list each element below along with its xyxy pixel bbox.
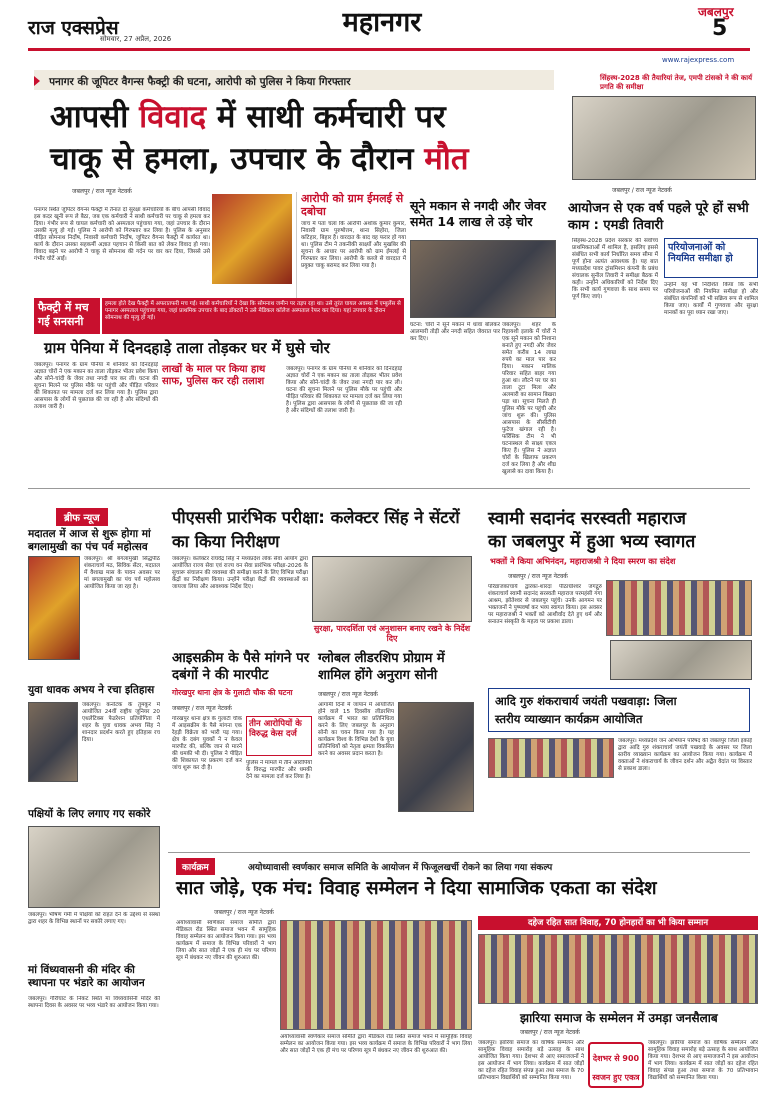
section-divider-2 xyxy=(168,852,750,853)
marriage-headline: सात जोड़े, एक मंच: विवाह सम्मेलन ने दिया सामाजिक एकता का संदेश xyxy=(176,878,657,899)
reviews-box xyxy=(664,238,758,278)
swami-photo-1 xyxy=(606,580,752,636)
global-headline: ग्लोबल लीडरशिप प्रोग्राम में शामिल होंगे अनुराग सोनी xyxy=(318,651,445,683)
dowry-headline: झारिया समाज के सम्मेलन में उमड़ा जनसैलाब xyxy=(520,1011,718,1025)
marriage-label: कार्यक्रम xyxy=(176,858,215,875)
simhastha-caption: सिंहस्थ-2028 की तैयारियां तेज, एमपी टांसको ने की कार्य प्रगति की समीक्षा xyxy=(600,74,753,91)
theft-caption: घटना: चोरों ने सूने मकान में धावा बोलकर आलमारी तोड़ी और नगदी सहित जेवरात पार कर दिए। xyxy=(410,322,500,342)
icecream-body: गोरखपुर थाना क्षेत्र के गुलाटी चौक में आइसक्रीम के पैसे मांगना एक रेहड़ी विक्रेता को भारी पड़ गया। क्षेत्र के दबंग युवकों ने न केवल मारपीट की, बल्कि जान से मारने की धमकी भी दी। पुलिस ने पीड़ित की शिकायत पर प्रकरण दर्ज कर जांच शुरू कर दी है। xyxy=(172,716,242,771)
swami-subhead: भक्तों ने किया अभिनंदन, महाराजश्री ने दिया स्मरण का संदेश xyxy=(490,556,676,566)
marriage-kicker: अयोध्यावासी स्वर्णकार समाज समिति के आयोजन में फिजूलखर्ची रोकने का लिया गया संकल्प xyxy=(248,863,553,873)
brief-news-column xyxy=(28,508,160,1088)
lead-subbody-box: हमला होते देख फैक्ट्री में अफरातफरी मच गई। साथी कर्मचारियों ने देखा कि सोमनाथ जमीन पर तड़प रहा था। उसे तुरंत घायल अवस्था में एम्बुलेंस से पनागर अस्पताल पहुंचाया गया, जहां प्राथमिक उपचार के बाद डॉक्टरों ने उसे मेडिकल कॉलेज अस्पताल रेफर कर दिया। यहां उपचार के दौरान सोमनाथ की मृत्यु हो गई। xyxy=(102,298,404,334)
swami-photo-2 xyxy=(610,640,752,680)
lead-headline: आपसी विवाद में साथी कर्मचारी पर चाकू से हमला, उपचार के दौरान मौत xyxy=(50,99,469,177)
shankar-body: जबलपुर। मध्यप्रदेश जन अभियान परिषद की जबलपुर जिला इकाई द्वारा आदि गुरु शंकराचार्य जयंती पखवाड़े के अवसर पर जिला स्तरीय व्याख्यान कार्यक्रम का आयोजन किया गया। कार्यक्रम में वक्ताओं ने शंकराचार्य के जीवन दर्शन और अद्वैत वेदांत पर विस्तार से प्रकाश डाला। xyxy=(618,738,752,772)
theft-body: जबलपुर। शहर के रिहायशी इलाके में चोरों ने एक सूने मकान को निशाना बनाते हुए नगदी और जेवर समेत करीब 14 लाख रुपये का माल पार कर दिया। मकान मालिक परिवार सहित बाहर गया हुआ था। लौटने पर घर का ताला टूटा मिला और अलमारी का सामान बिखरा पड़ा था। सूचना मिलते ही पुलिस मौके पर पहुंची और जांच शुरू की। पुलिस आसपास के सीसीटीवी फुटेज खंगाल रही है। फॉरेंसिक टीम ने भी घटनास्थल से साक्ष्य एकत्र किए हैं। पुलिस ने अज्ञात चोरों के खिलाफ प्रकरण दर्ज कर लिया है और शीघ्र खुलासे का दावा किया है। xyxy=(502,322,556,475)
brief-2-body: जबलपुर। कर्नाटक के तुमकुर में आयोजित 24वीं राष्ट्रीय जूनियर 20 एथलेटिक्स फेडरेशन प्रतियोगिता में शहर के युवा धावक अभय सिंह ने शानदार प्रदर्शन करते हुए इतिहास रच दिया। xyxy=(82,702,160,743)
lead-body: पनागर स्थित जूपिटर वैगन्स फैक्ट्री में तैनात दो सुरक्षा कर्मचारियों के बीच आपसी विवाद इस कदर खूनी रूप ले बैठा, जब एक कर्मचारी ने साथी कर्मचारी पर चाकू से हमला कर दिया। गंभीर रूप से घायल कर्मचारी को अस्पताल पहुंचाया गया, जहां उपचार के दौरान उसकी मृत्यु हो गई। पुलिस ने आरोपी को गिरफ्तार कर लिया है। पुलिस के अनुसार पीड़ित सोमनाथ निर्दोष, निवासी कर्मचारी निर्दोष, जूपिटर वैगन्स फैक्ट्री में कार्यरत था। कार्य के दौरान उसका सहकर्मी अज्ञात पहचान से किसी बात को लेकर विवाद हो गया। विवाद बढ़ने पर आरोपी ने चाकू से सोमनाथ की गर्दन पर वार कर दिया, जिससे उसे गंभीर चोटें आईं। xyxy=(34,207,210,262)
icecream-headline: आइसक्रीम के पैसे मांगने पर दबंगों ने की मारपीट xyxy=(172,650,310,683)
dowry-banner: दहेज रहित सात विवाह, 70 होनहारों का भी किया सम्मान xyxy=(478,916,758,930)
brief-1-photo xyxy=(28,556,80,660)
dowry-photo xyxy=(478,934,758,1004)
dowry-callout: देशभर से 900 स्वजन हुए एकत्र xyxy=(588,1042,644,1088)
icecream-box xyxy=(246,716,312,756)
global-byline: जबलपुर / राज न्यूज नेटवर्क xyxy=(318,691,378,698)
paper-name: राज एक्सप्रेस xyxy=(28,17,119,39)
village-theft-body: जबलपुर। पनागर के ग्राम पेनिया में शनिवार को दिनदहाड़े अज्ञात चोरों ने एक मकान का ताला तोड़कर भीतर प्रवेश किया और सोने-चांदी के जेवर तथा नगदी पार कर ली। घटना की सूचना मिलने पर पुलिस मौके पर पहुंची और पीड़ित परिवार की शिकायत पर मामला दर्ज कर लिया गया है। पुलिस द्वारा आसपास के लोगों से पूछताछ की जा रही है और संदिग्धों की तलाश जारी है। xyxy=(34,362,158,410)
website-url: www.rajexpress.com xyxy=(662,56,735,64)
icecream-byline: जबलपुर / राज न्यूज नेटवर्क xyxy=(172,705,232,712)
village-theft-body-continued: जबलपुर। पनागर के ग्राम पेनिया में शनिवार को दिनदहाड़े अज्ञात चोरों ने एक मकान का ताला तोड़कर भीतर प्रवेश किया और सोने-चांदी के जेवर तथा नगदी पार कर ली। घटना की सूचना मिलने पर पुलिस मौके पर पहुंची और पीड़ित परिवार की शिकायत पर मामला दर्ज कर लिया गया है। पुलिस द्वारा आसपास के लोगों से पूछताछ की जा रही है और संदिग्धों की तलाश जारी है। xyxy=(286,366,402,414)
section-divider-1 xyxy=(28,488,750,489)
marriage-body-continued: अयोध्यावासी स्वर्णकार समाज समिति द्वारा मेडिकल रोड स्थित समाज भवन में सामूहिक विवाह सम्मेलन का आयोजन किया गया। इस भव्य कार्यक्रम में समाज के विभिन्न परिवारों ने भाग लिया और सात जोड़ों ने एक ही मंच पर परिणय सूत्र में बंधकर नए जीवन की शुरुआत की। xyxy=(280,1034,472,1054)
brief-news-label: ब्रीफ न्यूज xyxy=(56,508,108,526)
marriage-body: अयोध्यावासी स्वर्णकार समाज समिति द्वारा मेडिकल रोड स्थित समाज भवन में सामूहिक विवाह सम्मेलन का आयोजन किया गया। इस भव्य कार्यक्रम में समाज के विभिन्न परिवारों ने भाग लिया और सात जोड़ों ने एक ही मंच पर परिणय सूत्र में बंधकर नए जीवन की शुरुआत की। xyxy=(176,920,276,961)
shankar-headline-box xyxy=(488,688,750,732)
dowry-body-continued: जबलपुर। झारिया समाज का वार्षिक सम्मेलन और सामूहिक विवाह समारोह बड़े उत्साह के साथ आयोजित किया गया। देशभर से आए समाजजनों ने इस आयोजन में भाग लिया। कार्यक्रम में सात जोड़ों का दहेज रहित विवाह संपन्न हुआ तथा समाज के 70 प्रतिभावान विद्यार्थियों को सम्मानित किया गया। xyxy=(648,1040,758,1081)
marriage-photo xyxy=(280,920,472,1030)
reviews-title: परियोजनाओं को नियमित समीक्षा हो xyxy=(668,242,733,264)
meeting-photo xyxy=(572,96,756,180)
village-theft-subhead: लाखों के माल पर किया हाथ साफ, पुलिस कर रही तलाश xyxy=(162,364,266,387)
theft-photo xyxy=(410,240,556,318)
swami-headline: स्वामी सदानंद सरस्वती महाराज का जबलपुर में हुआ भव्य स्वागत xyxy=(488,509,696,552)
global-body: आगामी दिनों में जापान में आयोजित होने वाले 15 दिवसीय लीडरशिप कार्यक्रम में भारत का प्रतिनिधित्व करने के लिए जबलपुर के अनुराग सोनी का चयन किया गया है। यह कार्यक्रम विश्व के विभिन्न देशों के युवा प्रतिनिधियों को नेतृत्व क्षमता विकसित करने का अवसर प्रदान करता है। xyxy=(318,702,394,757)
icecream-box-title: तीन आरोपियों के विरुद्ध केस दर्ज xyxy=(249,719,302,739)
dowry-body: जबलपुर। झारिया समाज का वार्षिक सम्मेलन और सामूहिक विवाह समारोह बड़े उत्साह के साथ आयोजित किया गया। देशभर से आए समाजजनों ने इस आयोजन में भाग लिया। कार्यक्रम में सात जोड़ों का दहेज रहित विवाह संपन्न हुआ तथा समाज के 70 प्रतिभावान विद्यार्थियों को सम्मानित किया गया। xyxy=(478,1040,584,1081)
theft-headline: सूने मकान से नगदी और जेवर समेत 14 लाख ले उड़े चोर xyxy=(410,198,546,229)
dowry-byline: जबलपुर / राज न्यूज नेटवर्क xyxy=(520,1029,580,1036)
brief-3-body: जबलपुर। भीषण गर्मी में पक्षियों को राहत देने के उद्देश्य से संस्था द्वारा शहर के विभिन्न स्थानों पर सकोरे लगाए गए। xyxy=(28,912,160,925)
shankar-headline-2: स्तरीय व्याख्यान कार्यक्रम आयोजित xyxy=(495,712,643,726)
lead-kicker: पनागर की जूपिटर वैगन्स फैक्ट्री की घटना, आरोपी को पुलिस ने किया गिरफ्तार xyxy=(34,70,554,90)
brief-2-photo xyxy=(28,702,78,782)
section-name: महानगर xyxy=(342,7,422,38)
right-top-byline: जबलपुर / राज न्यूज नेटवर्क xyxy=(612,187,672,194)
swami-body: परिव्राजकाचार्य द्वारका-शारदा पीठाधीश्वर जगद्गुरु शंकराचार्य स्वामी सदानंद सरस्वती महाराज परमहंसी गंगा आश्रम, झोतेश्वर से जबलपुर पहुंचे। उनके आगमन पर भक्तजनों ने पुष्पवर्षा कर भव्य स्वागत किया। इस अवसर पर महाराजश्री ने भक्तों को आशीर्वाद देते हुए धर्म और सनातन संस्कृति के महत्व पर प्रकाश डाला। xyxy=(488,584,602,625)
brief-3-photo xyxy=(28,826,160,908)
knife-illustration xyxy=(212,194,292,284)
lead-subhead-box: फैक्ट्री में मच गई सनसनी xyxy=(34,298,100,334)
masthead-rule xyxy=(28,48,750,51)
brief-1-headline: मदातल में आज से शुरू होगा मां बगलामुखी का पंच पर्व महोत्सव xyxy=(28,528,151,553)
brief-4-body: जबलपुर। गौरीघाट के निकट स्थित मां विंध्यवासिनी मंदिर की स्थापना दिवस के अवसर पर भव्य भंडारे का आयोजन किया गया। xyxy=(28,996,160,1009)
lead-byline: जबलपुर / राज न्यूज नेटवर्क xyxy=(72,188,132,195)
reviews-body: उन्होंने यह भी निर्देशित किया कि सभी परियोजनाओं की नियमित समीक्षा हो और संबंधित कंपनियों को भी सक्रिय रूप से शामिल किया जाए। कार्यों में गुणवत्ता और सुरक्षा मानकों का पूरा ध्यान रखा जाए। xyxy=(664,282,758,316)
brief-1-body: जबलपुर। श्री बगलामुखी सिद्धपीठ शंकराचार्य मठ, सिविक सेंटर, मदातल में वैशाख मास के पावन अवसर पर मां बगलामुखी का पंच पर्व महोत्सव आयोजित किया जा रहा है। xyxy=(84,556,160,590)
masthead xyxy=(0,0,778,48)
global-portrait xyxy=(398,702,474,812)
city-name: जबलपुर xyxy=(698,5,734,19)
marriage-byline: जबलपुर / राज न्यूज नेटवर्क xyxy=(214,909,274,916)
psc-photo-caption: सुरक्षा, पारदर्शिता एवं अनुशासन बनाए रखने के निर्देश दिए xyxy=(313,624,471,643)
arrest-title: आरोपी को ग्राम ईमलई से दबोचा xyxy=(301,192,404,218)
right-top-body: सिंहस्थ-2028 प्रदेश सरकार की सर्वोच्च प्राथमिकताओं में शामिल है, इसलिए इससे संबंधित सभी कार्य निर्धारित समय सीमा में पूर्ण होना अत्यंत आवश्यक है। यह बात मध्यप्रदेश पावर ट्रांसमिशन कंपनी के प्रबंध संचालक सुनील तिवारी ने समीक्षा बैठक में कही। उन्होंने अधिकारियों को निर्देश दिए कि सभी कार्य गुणवत्ता के साथ समय पर पूर्ण किए जाएं। xyxy=(572,238,658,300)
icecream-box-body: पुलिस ने मामले में तीन आरोपियों के विरुद्ध मारपीट और धमकी देने का मामला दर्ज कर लिया है। xyxy=(246,760,312,780)
swami-byline: जबलपुर / राज न्यूज नेटवर्क xyxy=(508,573,568,580)
shankar-headline-1: आदि गुरु शंकराचार्य जयंती पखवाड़ा: जिला xyxy=(495,694,677,708)
brief-2-headline: युवा धावक अभय ने रचा इतिहास xyxy=(28,684,155,696)
icecream-subhead: गोरखपुर थाना क्षेत्र के गुलाटी चौक की घटना xyxy=(172,688,293,697)
kicker-arrow-icon xyxy=(34,76,40,86)
arrest-body: जांच में पता चला कि आरोपी अशोक कुमार कुमार, निवासी ग्राम पुरुषोत्तम, थाना सिहोरा, जिला कटिहार, बिहार है। वारदात के बाद वह फरार हो गया था। पुलिस टीम ने तकनीकी साक्ष्यों और मुखबिर की सूचना के आधार पर आरोपी को ग्राम ईमलई से गिरफ्तार कर लिया। आरोपी के कब्जे से वारदात में प्रयुक्त चाकू बरामद कर लिया गया है। xyxy=(301,221,406,269)
shankar-photo xyxy=(488,738,614,778)
right-top-headline: आयोजन से एक वर्ष पहले पूरे हों सभी काम : एमडी तिवारी xyxy=(568,201,749,233)
brief-3-headline: पक्षियों के लिए लगाए गए सकोरे xyxy=(28,808,151,820)
brief-4-headline: मां विंध्यवासनी की मंदिर की स्थापना पर भंडारे का आयोजन xyxy=(28,964,145,989)
psc-photo xyxy=(312,556,472,622)
psc-headline: पीएससी प्रारंभिक परीक्षा: कलेक्टर सिंह ने सेंटरों का किया निरीक्षण xyxy=(172,508,460,551)
issue-date: सोमवार, 27 अप्रैल, 2026 xyxy=(100,35,172,43)
village-theft-headline: ग्राम पेनिया में दिनदहाड़े ताला तोड़कर घर में घुसे चोर xyxy=(44,339,330,357)
page-number: 5 xyxy=(712,16,728,41)
psc-body: जबलपुर। कलेक्टर राघवेंद्र सिंह ने मध्यप्रदेश लोक सेवा आयोग द्वारा आयोजित राज्य सेवा एवं राज्य वन सेवा प्रारंभिक परीक्षा-2026 के सुचारू संचालन की व्यवस्था की समीक्षा करने के लिए विभिन्न परीक्षा केंद्रों का निरीक्षण किया। उन्होंने परीक्षा केंद्रों की व्यवस्थाओं का जायजा लिया और आवश्यक निर्देश दिए। xyxy=(172,556,308,590)
